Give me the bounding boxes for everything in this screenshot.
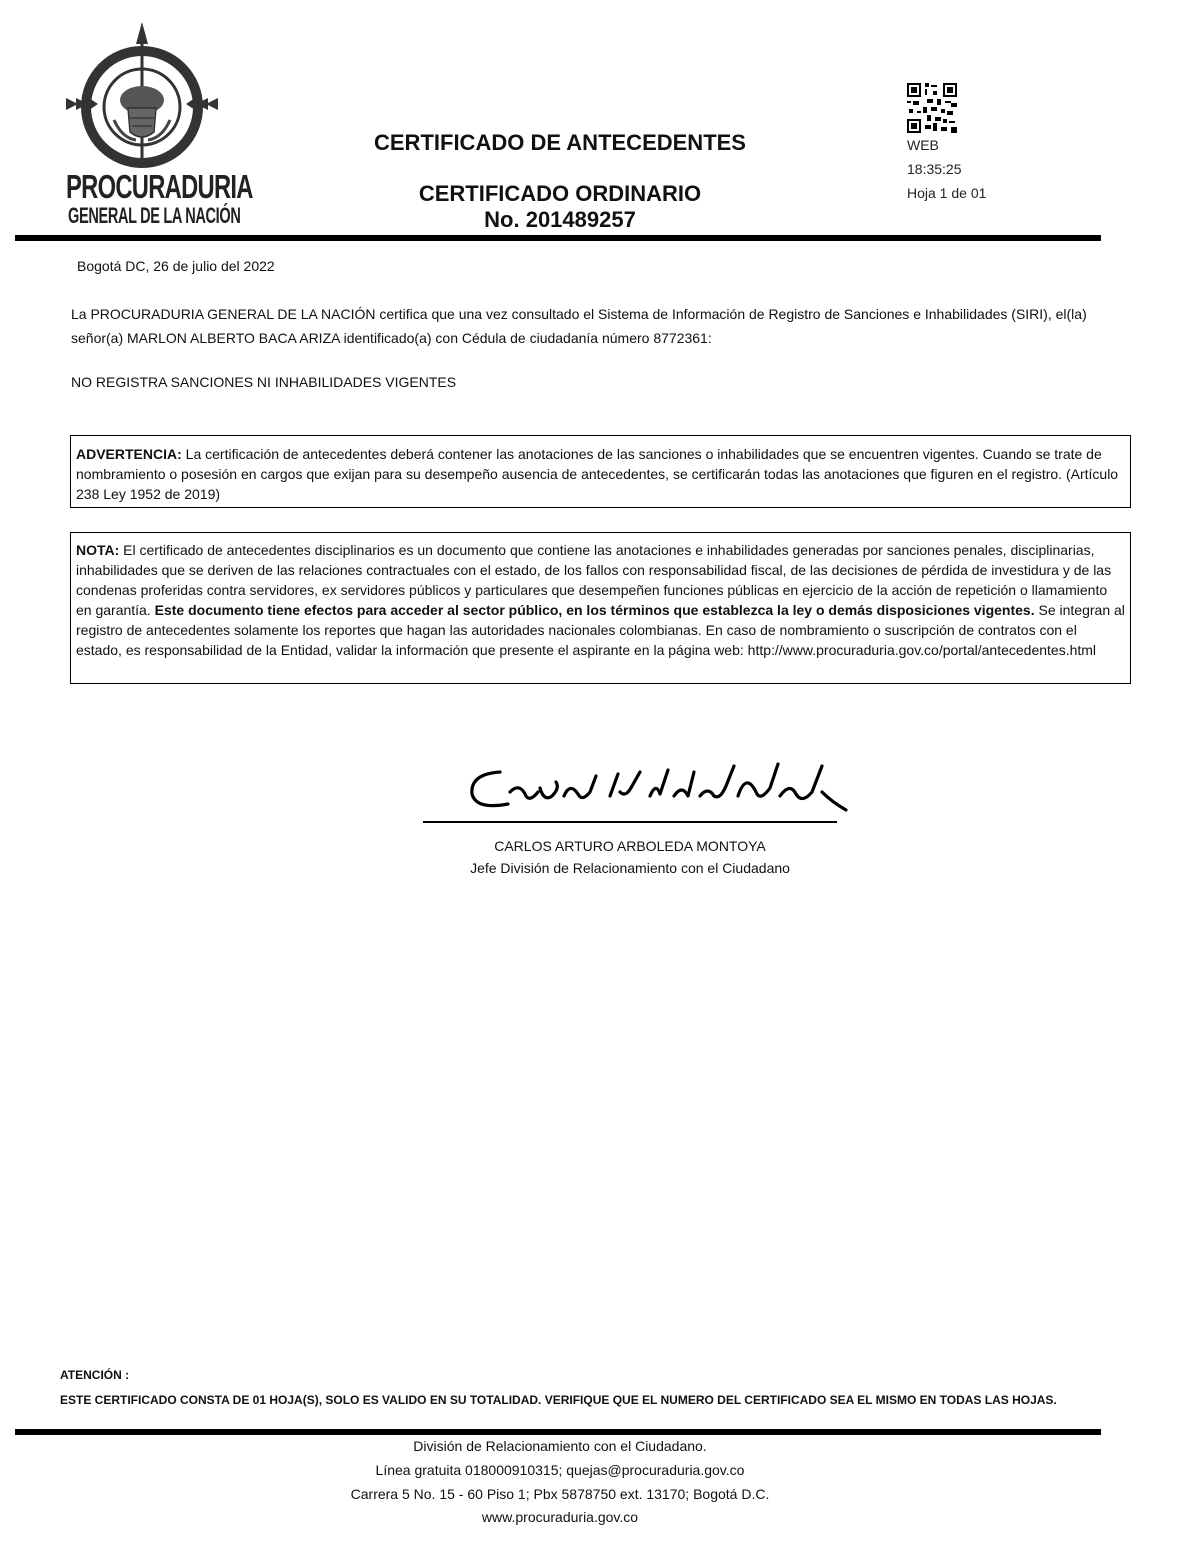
- attention-label: ATENCIÓN :: [60, 1368, 130, 1382]
- warning-text: La certificación de antecedentes deberá contener las anotaciones de las sanciones o inhabilidades que se encuentren vigentes. Cuando se trate de nombramiento o posesión en cargos que exijan para su desempeño ausencia de antecedentes, se certificarán todas las anotaciones que figuren en el registro. (Artículo 238 Ley 1952 de 2019): [76, 446, 1119, 502]
- footer-contact: Línea gratuita 018000910315; quejas@procuraduria.gov.co: [375, 1462, 745, 1478]
- qr-code-icon: [907, 83, 957, 133]
- note-text-1: El certificado de antecedentes disciplinarios es un documento que contiene las anotaciones e inhabilidades generadas por sanciones penales, disciplinarias, inhabilidades que se deriven de las relaciones contractuales con el estado, de los fallos con responsabilidad fiscal, de las decisiones de pérdida de investidura y de las condenas proferidas contra servidores, ex servidores públicos y particulares que desempeñen funciones públicas en ejercicio de la acción de repetición o llamamiento en garantía.: [76, 542, 1112, 618]
- signature-line: [423, 821, 837, 823]
- warning-box: [70, 435, 1131, 508]
- note-box: [70, 532, 1131, 684]
- result-statement: NO REGISTRA SANCIONES NI INHABILIDADES VIGENTES: [71, 374, 457, 390]
- footer-division: División de Relacionamiento con el Ciudadano.: [413, 1438, 707, 1454]
- header-divider: [15, 235, 1101, 241]
- logo-text-line1: PROCURADURIA: [66, 168, 253, 205]
- page-count: Hoja 1 de 01: [907, 185, 987, 201]
- note-label: NOTA:: [76, 542, 120, 558]
- note-text-2: Se integran al registro de antecedentes solamente los reportes que hagan las autoridades nacionales colombianas. En caso de nombramiento o suscripción de contratos con el estado, es responsabilidad de la Entidad, validar la información que presente el aspirante en la página web: http://www.procuraduria.gov.co/portal/antecedentes.html: [76, 602, 1125, 658]
- document-subtitle: CERTIFICADO ORDINARIO: [418, 181, 702, 206]
- issue-time: 18:35:25: [907, 161, 962, 177]
- signer-role: Jefe División de Relacionamiento con el Ciudadano: [470, 860, 790, 876]
- warning-label: ADVERTENCIA:: [76, 446, 182, 462]
- logo-text-line2: GENERAL DE LA NACIÓN: [68, 203, 241, 228]
- footer-website[interactable]: www.procuraduria.gov.co: [481, 1509, 639, 1525]
- certificate-number: No. 201489257: [484, 207, 636, 232]
- certification-intro: La PROCURADURIA GENERAL DE LA NACIÓN certifica que una vez consultado el Sistema de Información de Registro de Sanciones e Inhabilidades (SIRI), el(la) señor(a) MARLON ALBERTO BACA ARIZA identificado(a) con Cédula de ciudadanía número 8772361:: [71, 306, 1087, 346]
- document-title: CERTIFICADO DE ANTECEDENTES: [374, 130, 746, 155]
- handwritten-signature-icon: [460, 752, 860, 822]
- attention-text: ESTE CERTIFICADO CONSTA DE 01 HOJA(S), SOLO ES VALIDO EN SU TOTALIDAD. VERIFIQUE QUE EL NUMERO DEL CERTIFICADO SEA EL MISMO EN TODAS LAS HOJAS.: [60, 1393, 1057, 1407]
- footer-address: Carrera 5 No. 15 - 60 Piso 1; Pbx 5878750 ext. 13170; Bogotá D.C.: [350, 1486, 770, 1502]
- note-bold-text: Este documento tiene efectos para acceder al sector público, en los términos que establezca la ley o demás disposiciones vigentes.: [154, 602, 1035, 618]
- footer-divider: [15, 1429, 1101, 1435]
- issue-date: Bogotá DC, 26 de julio del 2022: [77, 258, 275, 274]
- signer-name: CARLOS ARTURO ARBOLEDA MONTOYA: [494, 838, 766, 854]
- channel-label: WEB: [907, 137, 939, 153]
